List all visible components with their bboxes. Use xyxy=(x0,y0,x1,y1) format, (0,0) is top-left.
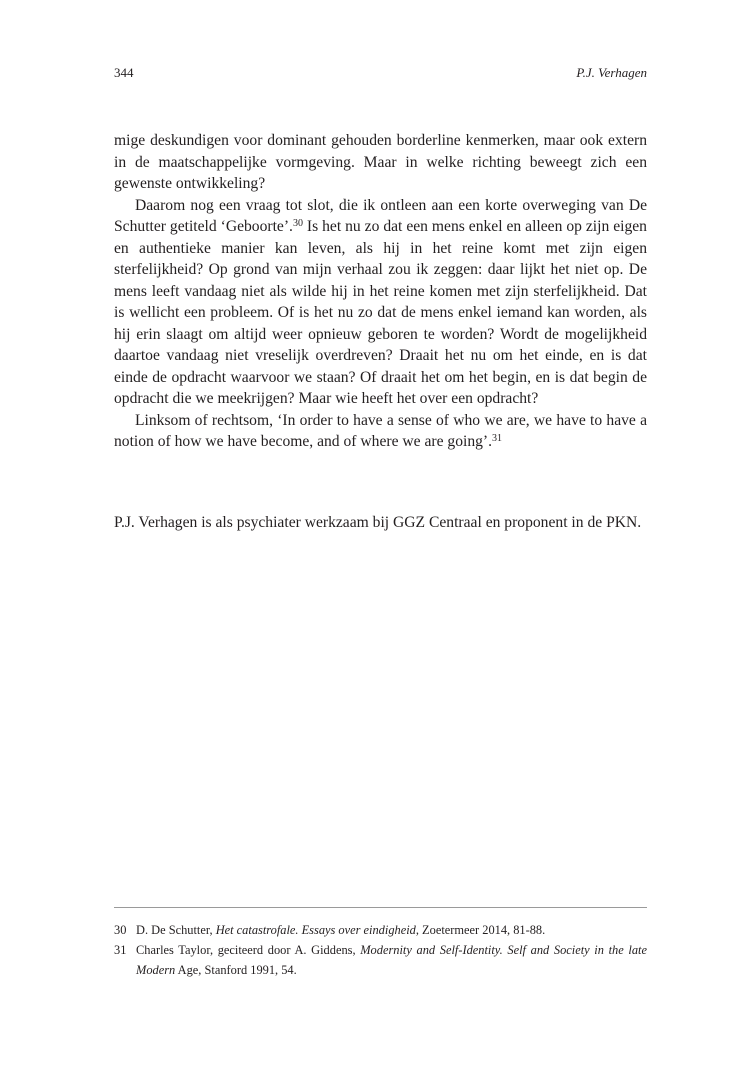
paragraph-2-text-b: Is het nu zo dat een mens enkel en alleen op zijn eigen en authentieke manier kan leven, als hij in het reine komt met zijn eigen sterfelijkheid? Op grond van mijn verhaal zou ik zeggen: daar lijkt het niet op. De mens leeft vandaag niet als wilde hij in het reine komen met zijn sterfelijkheid. Dat is wellicht een probleem. Of is het nu zo dat de mens enkel iemand kan worden, als hij erin slaagt om altijd weer opnieuw geboren te worden? Wordt de mogelijkheid daartoe vandaag niet vreselijk overdreven? Draait het nu om het einde, en is dat einde de opdracht waarvoor we staan? Of draait het om het begin, en is dat begin de opdracht die we meekrijgen? Maar wie heeft het over een opdracht? xyxy=(114,218,647,407)
paragraph-3 xyxy=(114,410,647,453)
paragraph-3-text: Linksom of rechtsom, ‘In order to have a sense of who we are, we have to have a notion of how we have become, and of where we are going’. xyxy=(114,411,647,450)
paragraph-2-text-a: Daarom nog een vraag tot slot, die ik ontleen aan een korte overweging van De Schutter getiteld ‘Geboorte’. xyxy=(114,196,647,235)
footnote-31 xyxy=(114,940,647,980)
paragraph-1: mige deskundigen voor dominant gehouden borderline kenmerken, maar ook extern in de maatschappelijke vormgeving. Maar in welke richting beweegt zich een gewenste ontwikkeling? xyxy=(114,132,647,192)
footnote-text: Charles Taylor, geciteerd door A. Giddens, xyxy=(136,943,361,957)
running-head-author: P.J. Verhagen xyxy=(576,65,647,80)
footnote-ref-31: 31 xyxy=(492,433,503,444)
footnote-text-post: , Zoetermeer 2014, 81-88. xyxy=(415,923,546,937)
footnotes xyxy=(114,920,647,980)
footnote-number: 31 xyxy=(114,943,127,957)
footnote-number: 30 xyxy=(114,923,127,937)
footnote-text: D. De Schutter, xyxy=(136,923,216,937)
footnote-text-post: Age, Stanford 1991, 54. xyxy=(175,963,297,977)
body-text xyxy=(114,130,647,453)
page-number: 344 xyxy=(114,65,134,80)
footnote-title: Het catastrofale. Essays over eindigheid xyxy=(215,923,416,937)
paragraph-2 xyxy=(114,195,647,410)
footnote-divider xyxy=(114,907,647,908)
author-bio: P.J. Verhagen is als psychiater werkzaam bij GGZ Centraal en proponent in de PKN. xyxy=(114,514,642,531)
footnote-title: Modernity and Self-Identity. Self and Society in the late Modern xyxy=(136,943,647,977)
footnote-30 xyxy=(114,920,647,940)
footnote-ref-30: 30 xyxy=(292,218,303,229)
